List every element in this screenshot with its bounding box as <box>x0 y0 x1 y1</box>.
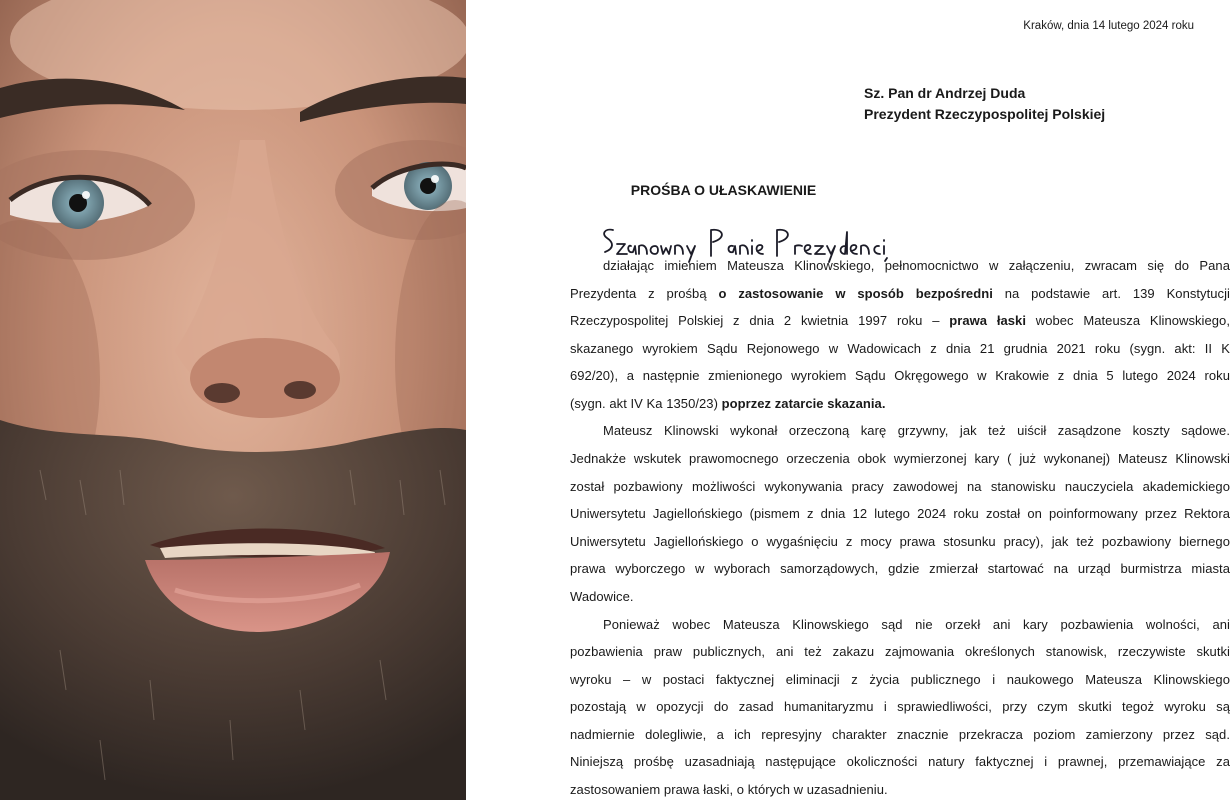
letter-date: Kraków, dnia 14 lutego 2024 roku <box>1023 20 1194 32</box>
p1-line2 <box>570 286 1230 302</box>
p3-line7: zastosowaniem prawa łaski, o których w uzasadnieniu. <box>570 782 888 797</box>
p1-line6-b: poprzez zatarcie skazania. <box>721 396 886 411</box>
p3-line5: nadmiernie dolegliwie, a ich represyjny charakter znacznie przekracza poziom zamierzony przez sąd. <box>570 727 1230 742</box>
letter-document <box>466 0 1230 800</box>
addressee-title: Prezydent Rzeczypospolitej Polskiej <box>864 106 1106 122</box>
p1-line4: skazanego wyrokiem Sądu Rejonowego w Wadowicach z dnia 21 grudnia 2021 roku (sygn. akt: II K <box>570 341 1230 356</box>
p3-line2: pozbawienia praw publicznych, ani też zakazu zajmowania określonych stanowisk, rzeczywiste skutki <box>570 644 1230 659</box>
handwritten-salutation <box>599 224 889 262</box>
p2-line4: Uniwersytetu Jagiellońskiego (pismem z dnia 12 lutego 2024 roku został on poinformowany przez Rektora <box>570 506 1230 521</box>
face-illustration <box>0 0 466 800</box>
letter-subject: PROŚBA O UŁASKAWIENIE <box>630 182 817 198</box>
p3-line6: Niniejszą prośbę uzasadniają następujące okoliczności natury faktycznej i prawnej, przemawiające za <box>570 754 1230 769</box>
addressee-block <box>864 83 1105 125</box>
p2-line1: Mateusz Klinowski wykonał orzeczoną karę grzywny, jak też uiścił zasądzone koszty sądowe. <box>603 423 1230 438</box>
p3-line1: Ponieważ wobec Mateusza Klinowskiego sąd nie orzekł ani kary pozbawienia wolności, ani <box>603 617 1230 632</box>
p3-line4: pozostają w opozycji do zasad humanitaryzmu i sprawiedliwości, przy czym skutki tegoż wyroku są <box>570 699 1230 714</box>
p2-line2: Jednakże wskutek prawomocnego orzeczenia obok wymierzonej kary ( już wykonanej) Mateusz Klinowski <box>570 451 1230 466</box>
face-photo <box>0 0 466 800</box>
p1-line2-c: na podstawie art. 139 Konstytucji <box>992 286 1230 301</box>
p1-line5: 692/20), a następnie zmienionego wyrokiem Sądu Okręgowego w Krakowie z dnia 5 lutego 2024 roku <box>570 368 1230 383</box>
p1-line3 <box>570 313 1230 329</box>
p2-line7: Wadowice. <box>570 589 634 604</box>
p1-line3-b: prawa łaski <box>949 313 1026 328</box>
p1-line6 <box>570 396 1230 412</box>
handwriting-image <box>599 224 889 262</box>
p1-line1: działając imieniem Mateusza Klinowskiego, pełnomocnictwo w załączeniu, zwracam się do Pana <box>603 258 1230 273</box>
p2-line6: prawa wyborczego w wyborach samorządowych, gdzie zmierzał startować na urząd burmistrza miasta <box>570 561 1230 576</box>
addressee-name: Sz. Pan dr Andrzej Duda <box>864 85 1026 101</box>
p2-line5: Uniwersytetu Jagiellońskiego o wygaśnięciu z mocy prawa stosunku pracy), jak też pozbawiony biernego <box>570 534 1230 549</box>
p2-line3: został pozbawiony możliwości wykonywania pracy zawodowej na stanowisku nauczyciela akademickiego <box>570 479 1230 494</box>
p1-line2-b: o zastosowanie w sposób bezpośredni <box>718 286 993 301</box>
p3-line3: wyroku – w postaci faktycznej eliminacji z życia publicznego i naukowego Mateusza Klinowskiego <box>570 672 1230 687</box>
p1-line3-c: wobec Mateusza Klinowskiego, <box>1026 313 1230 328</box>
p1-line2-a: Prezydenta z prośbą <box>570 286 719 301</box>
p1-line3-a: Rzeczypospolitej Polskiej z dnia 2 kwietnia 1997 roku – <box>570 313 950 328</box>
p1-line6-a: (sygn. akt IV Ka 1350/23) <box>570 396 722 411</box>
